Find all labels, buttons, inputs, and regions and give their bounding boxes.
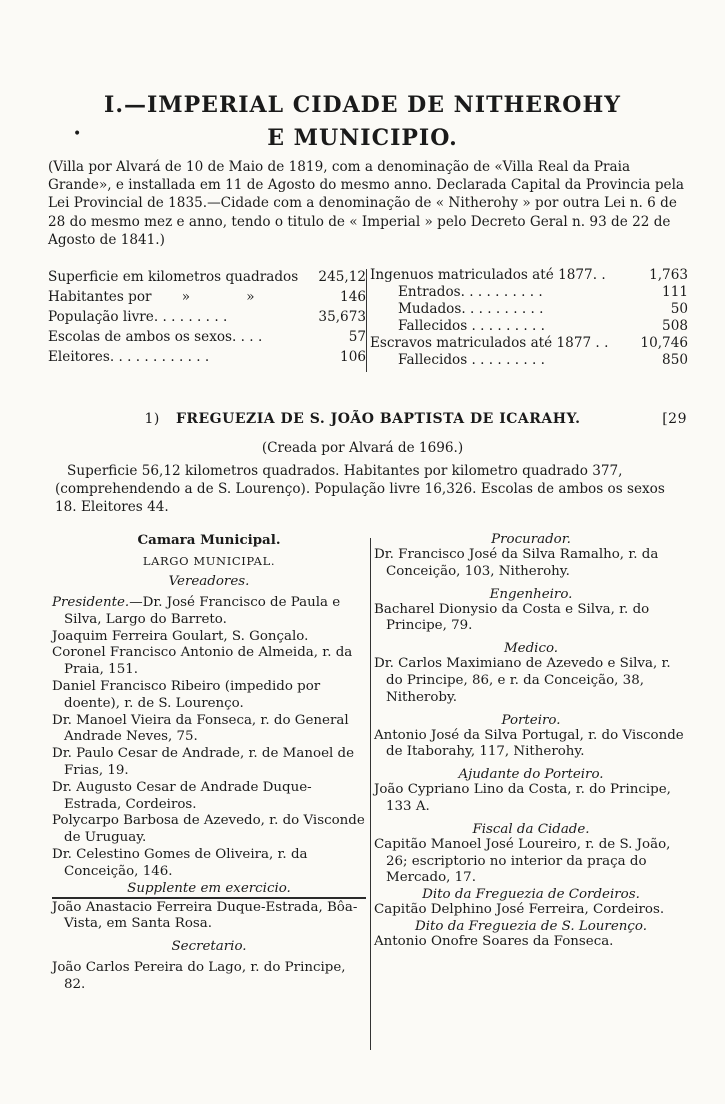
list-item: Daniel Francisco Ribeiro (impedido por doente), r. de S. Lourenço. xyxy=(52,678,321,711)
stat-label: Escolas de ambos os sexos. . . . xyxy=(48,329,263,345)
section-subtitle: (Creada por Alvará de 1696.) xyxy=(261,440,464,456)
supplente-heading: Supplente em exercicio. xyxy=(127,880,291,896)
stat-row xyxy=(370,284,688,301)
stat-value: 245,12 xyxy=(318,269,366,285)
page-title: I.—IMPERIAL CIDADE DE NITHEROHY xyxy=(104,92,621,118)
page-subtitle: E MUNICIPIO. xyxy=(267,125,458,151)
camara-column xyxy=(52,532,366,994)
stat-label: Entrados. . . . . . . . . . xyxy=(398,284,543,300)
stat-row xyxy=(48,287,366,307)
official-entry: Dr. Francisco José da Silva Ramalho, r. da Conceição, 103, Nitherohy. xyxy=(374,547,659,579)
stats-left-column xyxy=(48,267,366,367)
stat-value: 35,673 xyxy=(318,309,366,325)
secretario-entry: João Carlos Pereira do Lago, r. do Principe, 82. xyxy=(52,960,346,992)
official-heading: Fiscal da Cidade. xyxy=(472,821,590,837)
presidente-text: —Dr. José Francisco de Paula e Silva, Largo do Barreto. xyxy=(64,595,341,627)
stat-row xyxy=(370,318,688,335)
intro-text: (Villa por Alvará de 10 de Maio de 1819, com a denominação de «Villa Real da Praia Grande», e installada em 11 de Agosto do mesmo anno. Declarada Capital da Provincia pela Lei Provincial de 1835.—Cidade com a denominação de « Nitherohy » por outra Lei n. 6 de 28 do mesmo mez e anno, tendo o titulo de « Imperial » pelo Decreto Geral n. 93 de 22 de Agosto de 1841.) xyxy=(48,159,685,248)
presidente-entry xyxy=(52,595,366,629)
camara-title: Camara Municipal. xyxy=(137,532,281,548)
stat-row xyxy=(48,267,366,287)
stray-mark: • xyxy=(73,126,82,142)
stat-label: Fallecidos . . . . . . . . . xyxy=(398,318,545,334)
stats-divider xyxy=(366,269,367,372)
vereadores-heading: Vereadores. xyxy=(168,574,250,589)
officials-column xyxy=(374,532,688,951)
stat-label: Fallecidos . . . . . . . . . xyxy=(398,352,545,368)
stat-label: Escravos matriculados até 1877 . . xyxy=(370,335,609,351)
column-divider xyxy=(370,538,371,1050)
statistics-table xyxy=(48,267,688,372)
official-entry: Dr. Carlos Maximiano de Azevedo e Silva, r. do Principe, 86, e r. da Conceição, 38, Nitheroby. xyxy=(374,656,671,705)
official-heading: Medico. xyxy=(503,641,559,657)
list-item: Polycarpo Barbosa de Azevedo, r. do Visconde de Uruguay. xyxy=(52,813,365,846)
stat-label: Superficie em kilometros quadrados xyxy=(48,269,299,285)
official-entry: Bacharel Dionysio da Costa e Silva, r. do Principe, 79. xyxy=(374,601,650,634)
section-number: 1) xyxy=(144,411,160,427)
stat-row xyxy=(48,307,366,327)
stat-value: 10,746 xyxy=(640,335,688,351)
official-heading: Dito da Freguezia de S. Lourenço. xyxy=(415,918,647,934)
stat-row xyxy=(48,347,366,367)
list-item: Dr. Augusto Cesar de Andrade Duque-Estrada, Cordeiros. xyxy=(52,779,312,812)
stat-value: 57 xyxy=(348,329,366,345)
list-item: Dr. Paulo Cesar de Andrade, r. de Manoel de Frias, 19. xyxy=(52,746,355,778)
stat-value: 111 xyxy=(662,284,688,300)
stats-right-column xyxy=(370,267,688,369)
stat-label: Mudados. . . . . . . . . . xyxy=(398,301,544,317)
stat-value: 850 xyxy=(662,352,688,368)
official-heading: Procurador. xyxy=(491,532,571,547)
supplente-entry: João Anastacio Ferreira Duque-Estrada, Bôa-Vista, em Santa Rosa. xyxy=(52,899,358,932)
stat-row xyxy=(370,335,688,352)
section-description xyxy=(55,462,687,517)
official-entry: Capitão Manoel José Loureiro, r. de S. João, 26; escriptorio no interior da praça do Mercado, 17. xyxy=(374,836,671,886)
official-heading: Engenheiro. xyxy=(489,586,573,602)
stat-row xyxy=(370,352,688,369)
section-title: FREGUEZIA DE S. JOÃO BAPTISTA DE ICARAHY. xyxy=(175,411,581,427)
stat-label: Ingenuos matriculados até 1877. . xyxy=(370,267,606,283)
camara-address: LARGO MUNICIPAL. xyxy=(142,554,276,568)
list-item: Coronel Francisco Antonio de Almeida, r. da Praia, 151. xyxy=(52,645,353,678)
secretario-heading: Secretario. xyxy=(171,939,247,955)
official-heading: Porteiro. xyxy=(501,712,561,728)
stat-value: 50 xyxy=(670,301,688,317)
official-entry: Antonio Onofre Soares da Fonseca. xyxy=(374,933,614,949)
page-reference: [29 xyxy=(662,411,687,427)
stat-row xyxy=(370,301,688,318)
stat-value: 508 xyxy=(662,318,688,334)
list-item: Dr. Celestino Gomes de Oliveira, r. da Conceição, 146. xyxy=(52,846,308,879)
description-text: Superficie 56,12 kilometros quadrados. Habitantes por kilometro quadrado 377, (comprehendendo a de S. Lourenço). População livre 16,326. Escolas de ambos os sexos 18. Eleitores 44. xyxy=(55,463,665,516)
list-item: Dr. Manoel Vieira da Fonseca, r. do General Andrade Neves, 75. xyxy=(52,712,349,745)
section-heading xyxy=(0,411,725,427)
stat-value: 146 xyxy=(340,289,366,305)
stat-row xyxy=(370,267,688,284)
stat-row xyxy=(48,327,366,347)
official-entry: João Cypriano Lino da Costa, r. do Principe, 133 A. xyxy=(374,782,671,814)
two-column-listing xyxy=(52,532,692,1052)
intro-paragraph xyxy=(48,158,688,249)
official-entry: Capitão Delphino José Ferreira, Cordeiros. xyxy=(374,902,665,918)
list-item: Joaquim Ferreira Goulart, S. Gonçalo. xyxy=(52,628,309,644)
official-entry: Antonio José da Silva Portugal, r. do Visconde de Itaborahy, 117, Nitherohy. xyxy=(374,727,684,760)
stat-label: População livre. . . . . . . . . xyxy=(48,309,228,325)
stat-label: Habitantes por » » xyxy=(48,289,255,305)
stat-label: Eleitores. . . . . . . . . . . . xyxy=(48,349,210,365)
official-heading: Dito da Freguezia de Cordeiros. xyxy=(422,887,640,903)
stat-value: 106 xyxy=(340,349,366,365)
divider xyxy=(52,897,366,899)
official-heading: Ajudante do Porteiro. xyxy=(458,767,604,783)
presidente-label: Presidente. xyxy=(52,595,130,610)
stat-value: 1,763 xyxy=(649,267,688,283)
